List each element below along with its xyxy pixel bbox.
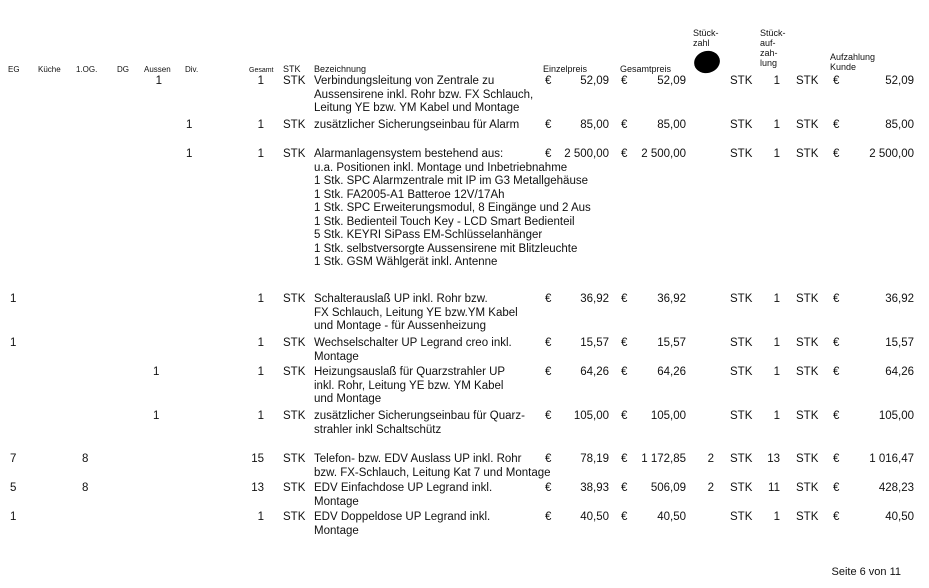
header-einzelpreis: Einzelpreis xyxy=(543,64,588,74)
bezeichnung-line: inkl. Rohr, Leitung YE bzw. YM Kabel xyxy=(314,379,504,392)
cell-stk2: STK xyxy=(730,337,753,349)
cell-gesamt: 15 xyxy=(251,453,264,465)
bezeichnung-line: bzw. FX-Schlauch, Leitung Kat 7 und Montage xyxy=(314,466,551,479)
cell-stueckzahl: 2 xyxy=(707,453,714,465)
bezeichnung-line: Montage xyxy=(314,350,359,363)
cell-gesamtpreis: 85,00 xyxy=(657,119,686,131)
cell-gesamtpreis: 52,09 xyxy=(657,75,686,87)
cell-kunde: 52,09 xyxy=(885,75,914,87)
cell-kunde: 15,57 xyxy=(885,337,914,349)
cell-cur2: € xyxy=(621,119,628,131)
bezeichnung-line: 1 Stk. GSM Wählgerät inkl. Antenne xyxy=(314,256,498,268)
cell-cur1: € xyxy=(545,366,552,378)
cell-cur2: € xyxy=(621,482,628,494)
header-div: Div. xyxy=(185,65,199,74)
cell-kunde: 1 016,47 xyxy=(869,453,914,465)
cell-stk3: STK xyxy=(796,75,819,87)
bezeichnung-line: EDV Einfachdose UP Legrand inkl. xyxy=(314,482,493,494)
cell-kueche: 8 xyxy=(82,453,89,465)
bezeichnung-line: Alarmanlagensystem bestehend aus: xyxy=(314,148,504,160)
cell-stk3: STK xyxy=(796,119,819,131)
bezeichnung-line: 1 Stk. FA2005-A1 Batteroe 12V/17Ah xyxy=(314,188,505,201)
bezeichnung-line: und Montage xyxy=(314,393,382,405)
cell-gesamtpreis: 105,00 xyxy=(650,410,686,422)
cell-cur2: € xyxy=(621,366,628,378)
cell-bezeichnung xyxy=(314,75,533,116)
redaction-blot xyxy=(692,48,723,76)
cell-stk2: STK xyxy=(730,511,753,523)
cell-cur3: € xyxy=(833,482,840,494)
header-kueche: Küche xyxy=(38,65,61,74)
cell-cur3: € xyxy=(833,337,840,349)
cell-gesamtpreis: 64,26 xyxy=(657,366,686,378)
cell-einzelpreis: 36,92 xyxy=(580,293,609,305)
bezeichnung-line: Aussensirene inkl. Rohr bzw. FX Schlauch, xyxy=(314,88,534,101)
cell-aufzahl: 1 xyxy=(773,410,780,422)
cell-stk3: STK xyxy=(796,337,819,349)
header-aufzahlung-line: Kunde xyxy=(830,62,857,72)
cell-cur1: € xyxy=(545,511,552,523)
cell-aussen: 1 xyxy=(155,75,162,87)
cell-gesamt: 1 xyxy=(257,511,264,523)
header-gesamt: Gesamt xyxy=(249,67,274,74)
header-gesamtpreis: Gesamtpreis xyxy=(620,64,672,74)
cell-gesamt: 1 xyxy=(257,119,264,131)
cell-stk2: STK xyxy=(730,293,753,305)
cell-cur3: € xyxy=(833,366,840,378)
cell-stk3: STK xyxy=(796,511,819,523)
cell-bezeichnung xyxy=(314,337,512,364)
cell-cur2: € xyxy=(621,293,628,305)
cell-bezeichnung xyxy=(314,119,519,133)
bezeichnung-line: 1 Stk. SPC Alarmzentrale mit IP im G3 Metallgehäuse xyxy=(314,175,588,187)
cell-einzelpreis: 52,09 xyxy=(580,75,609,87)
cell-cur3: € xyxy=(833,410,840,422)
cell-stk: STK xyxy=(283,75,306,87)
cell-aufzahl: 1 xyxy=(773,511,780,523)
cell-cur2: € xyxy=(621,511,628,523)
bezeichnung-line: und Montage - für Aussenheizung xyxy=(314,320,486,332)
cell-gesamtpreis: 1 172,85 xyxy=(641,453,686,465)
bezeichnung-line: 1 Stk. SPC Erweiterungsmodul, 8 Eingänge und 2 Aus xyxy=(314,202,591,214)
cell-cur3: € xyxy=(833,148,840,160)
cell-einzelpreis: 40,50 xyxy=(580,511,609,523)
cell-aufzahl: 1 xyxy=(773,119,780,131)
cell-bezeichnung xyxy=(314,511,490,538)
cell-einzelpreis: 15,57 xyxy=(580,337,609,349)
cell-og1: 1 xyxy=(153,366,160,378)
bezeichnung-line: Montage xyxy=(314,524,359,537)
bezeichnung-line: Leitung YE bzw. YM Kabel und Montage xyxy=(314,102,520,114)
cell-kueche: 8 xyxy=(82,482,89,494)
cell-gesamtpreis: 506,09 xyxy=(650,482,686,494)
cell-cur3: € xyxy=(833,293,840,305)
header-stueckzahl xyxy=(693,28,719,48)
cell-cur1: € xyxy=(545,482,552,494)
bezeichnung-line: Telefon- bzw. EDV Auslass UP inkl. Rohr xyxy=(314,453,522,465)
cell-aufzahl: 11 xyxy=(768,482,780,494)
cell-div: 1 xyxy=(186,148,193,160)
cell-stk: STK xyxy=(283,511,306,523)
bezeichnung-line: 1 Stk. selbstversorgte Aussensirene mit Blitzleuchte xyxy=(314,242,578,255)
bezeichnung-line: FX Schlauch, Leitung YE bzw.YM Kabel xyxy=(314,306,518,319)
bezeichnung-line: strahler inkl Schaltschütz xyxy=(314,423,442,436)
header-eg: EG xyxy=(8,65,20,74)
cell-cur1: € xyxy=(545,148,552,160)
cell-eg: 1 xyxy=(10,337,17,349)
cell-cur1: € xyxy=(545,75,552,87)
cell-cur2: € xyxy=(621,410,628,422)
cell-stk3: STK xyxy=(796,148,819,160)
cell-einzelpreis: 64,26 xyxy=(580,366,609,378)
cell-gesamtpreis: 15,57 xyxy=(657,337,686,349)
cell-kunde: 2 500,00 xyxy=(869,148,914,160)
cell-gesamt: 1 xyxy=(257,293,264,305)
bezeichnung-line: Wechselschalter UP Legrand creo inkl. xyxy=(314,337,512,349)
cell-stk2: STK xyxy=(730,453,753,465)
page-number: Seite 6 von 11 xyxy=(831,566,901,578)
cell-gesamt: 1 xyxy=(257,75,264,87)
cell-cur3: € xyxy=(833,119,840,131)
cell-gesamt: 1 xyxy=(257,148,264,160)
bezeichnung-line: zusätzlicher Sicherungseinbau für Alarm xyxy=(314,119,520,131)
cell-kunde: 36,92 xyxy=(885,293,914,305)
bezeichnung-line: EDV Doppeldose UP Legrand inkl. xyxy=(314,511,491,523)
cell-gesamtpreis: 40,50 xyxy=(657,511,686,523)
cell-stk2: STK xyxy=(730,410,753,422)
header-stueckaufzahlung xyxy=(760,28,786,68)
header-stk: STK xyxy=(283,64,301,74)
cell-aufzahl: 1 xyxy=(773,366,780,378)
cell-stk: STK xyxy=(283,410,306,422)
cell-stk: STK xyxy=(283,482,306,494)
cell-stk2: STK xyxy=(730,119,753,131)
bezeichnung-line: u.a. Positionen inkl. Montage und Inbetriebnahme xyxy=(314,161,568,174)
cell-kunde: 85,00 xyxy=(885,119,914,131)
cell-einzelpreis: 2 500,00 xyxy=(564,148,609,160)
cell-stk3: STK xyxy=(796,293,819,305)
cell-bezeichnung xyxy=(314,482,492,509)
cell-stk: STK xyxy=(283,366,306,378)
cell-einzelpreis: 38,93 xyxy=(580,482,609,494)
bezeichnung-line: Heizungsauslaß für Quarzstrahler UP xyxy=(314,366,506,378)
cell-eg: 7 xyxy=(10,453,17,465)
cell-kunde: 428,23 xyxy=(878,482,914,494)
header-og1: 1.OG. xyxy=(76,65,98,74)
bezeichnung-line: Montage xyxy=(314,495,359,508)
cell-stk: STK xyxy=(283,148,306,160)
cell-aufzahl: 1 xyxy=(773,293,780,305)
cell-cur1: € xyxy=(545,453,552,465)
header-stueckaufzahlung-line: lung xyxy=(760,58,778,68)
cell-bezeichnung xyxy=(314,366,505,407)
cell-cur3: € xyxy=(833,75,840,87)
header-aufzahlung-line: Aufzahlung xyxy=(830,52,876,62)
bezeichnung-line: Schalterauslaß UP inkl. Rohr bzw. xyxy=(314,293,488,305)
cell-div: 1 xyxy=(186,119,193,131)
cell-einzelpreis: 85,00 xyxy=(580,119,609,131)
cell-gesamt: 1 xyxy=(257,337,264,349)
cell-og1: 1 xyxy=(153,410,160,422)
cell-stk3: STK xyxy=(796,482,819,494)
cell-cur1: € xyxy=(545,410,552,422)
header-aussen: Aussen xyxy=(144,65,171,74)
cell-cur1: € xyxy=(545,293,552,305)
header-stueckaufzahlung-line: auf- xyxy=(760,38,776,48)
header-stueckzahl-line: Stück- xyxy=(693,28,719,38)
header-stueckzahl-line: zahl xyxy=(693,38,710,48)
cell-stk: STK xyxy=(283,337,306,349)
cell-cur2: € xyxy=(621,75,628,87)
cell-cur1: € xyxy=(545,119,552,131)
cell-eg: 5 xyxy=(10,482,17,494)
cell-stk: STK xyxy=(283,293,306,305)
cell-bezeichnung xyxy=(314,293,518,334)
cell-stueckzahl: 2 xyxy=(707,482,714,494)
cell-stk3: STK xyxy=(796,453,819,465)
cell-stk3: STK xyxy=(796,410,819,422)
cell-cur3: € xyxy=(833,453,840,465)
cell-gesamt: 1 xyxy=(257,410,264,422)
cell-kunde: 40,50 xyxy=(885,511,914,523)
cell-gesamtpreis: 2 500,00 xyxy=(641,148,686,160)
cell-aufzahl: 1 xyxy=(773,75,780,87)
cell-stk: STK xyxy=(283,453,306,465)
cell-aufzahl: 13 xyxy=(767,453,780,465)
cell-kunde: 105,00 xyxy=(878,410,914,422)
cell-cur1: € xyxy=(545,337,552,349)
cell-stk2: STK xyxy=(730,75,753,87)
cell-stk2: STK xyxy=(730,482,753,494)
bezeichnung-line: 5 Stk. KEYRI SiPass EM-Schlüsselanhänger xyxy=(314,229,543,241)
cell-cur3: € xyxy=(833,511,840,523)
bezeichnung-line: Verbindungsleitung von Zentrale zu xyxy=(314,75,495,87)
cell-gesamtpreis: 36,92 xyxy=(657,293,686,305)
cell-bezeichnung xyxy=(314,148,591,270)
bezeichnung-line: zusätzlicher Sicherungseinbau für Quarz- xyxy=(314,410,525,422)
cell-cur2: € xyxy=(621,148,628,160)
header-bezeichnung: Bezeichnung xyxy=(314,64,367,74)
bezeichnung-line: 1 Stk. Bedienteil Touch Key - LCD Smart Bedienteil xyxy=(314,215,575,228)
cell-cur2: € xyxy=(621,337,628,349)
cell-aufzahl: 1 xyxy=(773,337,780,349)
cell-gesamt: 13 xyxy=(251,482,264,494)
cell-stk: STK xyxy=(283,119,306,131)
cell-stk2: STK xyxy=(730,148,753,160)
cell-stk2: STK xyxy=(730,366,753,378)
cell-kunde: 64,26 xyxy=(885,366,914,378)
header-aufzahlung-kunde xyxy=(830,52,875,72)
cell-gesamt: 1 xyxy=(257,366,264,378)
cell-stk3: STK xyxy=(796,366,819,378)
cell-eg: 1 xyxy=(10,293,17,305)
cell-cur2: € xyxy=(621,453,628,465)
cell-einzelpreis: 105,00 xyxy=(573,410,609,422)
header-stueckaufzahlung-line: Stück- xyxy=(760,28,786,38)
header-stueckaufzahlung-line: zah- xyxy=(760,48,778,58)
header-dg: DG xyxy=(117,65,129,74)
cell-bezeichnung xyxy=(314,453,551,480)
cell-aufzahl: 1 xyxy=(773,148,780,160)
cell-einzelpreis: 78,19 xyxy=(580,453,609,465)
cell-eg: 1 xyxy=(10,511,17,523)
cell-bezeichnung xyxy=(314,410,525,437)
